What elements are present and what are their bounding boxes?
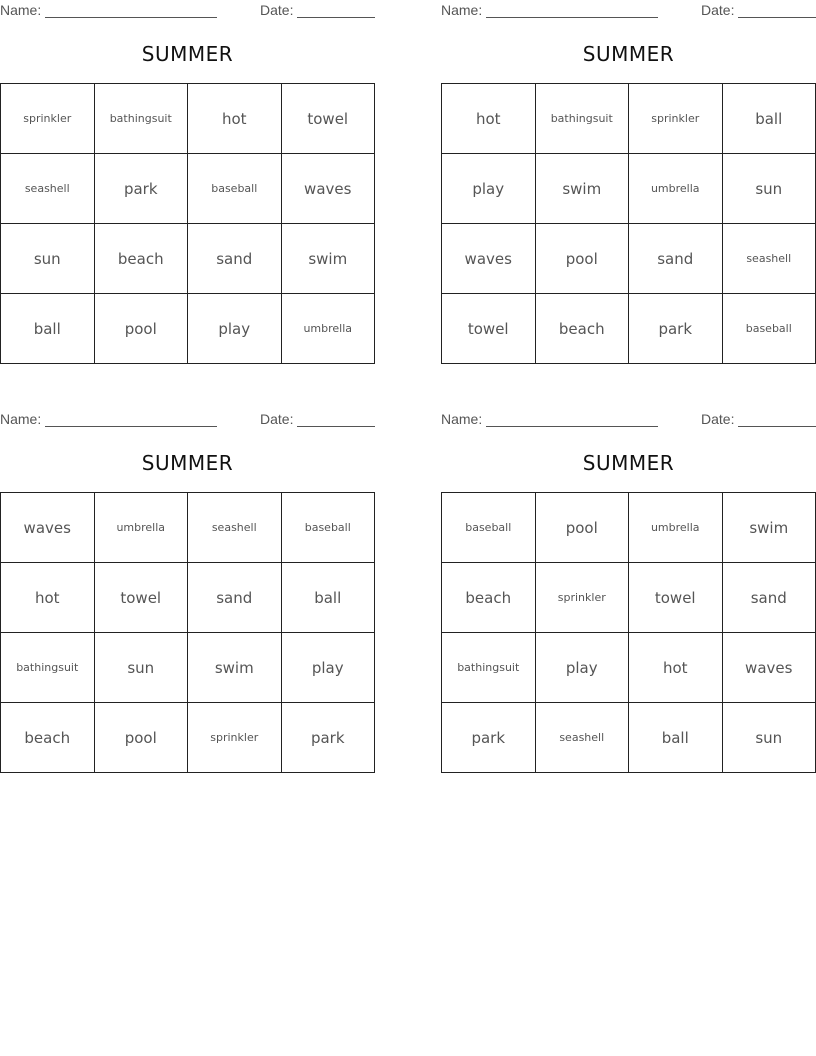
- bingo-cell: bathingsuit: [536, 84, 630, 154]
- bingo-grid: [441, 492, 816, 773]
- bingo-cell: bathingsuit: [95, 84, 189, 154]
- bingo-cell: park: [442, 703, 536, 773]
- name-label: Name:: [0, 2, 42, 18]
- bingo-card: [0, 0, 375, 364]
- bingo-cell: beach: [536, 294, 630, 364]
- bingo-cell: baseball: [282, 493, 376, 563]
- date-blank-line: [738, 2, 816, 18]
- bingo-cell: umbrella: [629, 493, 723, 563]
- bingo-cell: swim: [536, 154, 630, 224]
- bingo-cell: hot: [442, 84, 536, 154]
- name-date-header: [441, 411, 816, 429]
- date-label: Date:: [701, 2, 735, 18]
- card-title: SUMMER: [582, 451, 675, 475]
- bingo-card: [441, 0, 816, 364]
- bingo-cell: ball: [1, 294, 95, 364]
- bingo-cell: waves: [1, 493, 95, 563]
- bingo-cell: play: [536, 633, 630, 703]
- bingo-cell: sprinkler: [1, 84, 95, 154]
- bingo-cell: park: [282, 703, 376, 773]
- card-title: SUMMER: [582, 42, 675, 66]
- bingo-cell: bathingsuit: [442, 633, 536, 703]
- name-label: Name:: [441, 2, 483, 18]
- bingo-cell: seashell: [723, 224, 816, 294]
- name-date-header: [441, 2, 816, 20]
- name-blank-line: [486, 411, 658, 427]
- bingo-cell: bathingsuit: [1, 633, 95, 703]
- bingo-cell: umbrella: [282, 294, 376, 364]
- bingo-cell: waves: [282, 154, 376, 224]
- bingo-cell: ball: [723, 84, 816, 154]
- bingo-cell: pool: [95, 703, 189, 773]
- bingo-cell: ball: [629, 703, 723, 773]
- bingo-cell: beach: [1, 703, 95, 773]
- bingo-cell: sand: [629, 224, 723, 294]
- bingo-cell: hot: [188, 84, 282, 154]
- bingo-cell: seashell: [536, 703, 630, 773]
- bingo-cell: sun: [723, 154, 816, 224]
- bingo-cell: sand: [723, 563, 816, 633]
- bingo-cell: park: [95, 154, 189, 224]
- bingo-cell: play: [188, 294, 282, 364]
- bingo-cell: waves: [723, 633, 816, 703]
- bingo-cell: baseball: [188, 154, 282, 224]
- bingo-cell: sun: [95, 633, 189, 703]
- name-date-header: [0, 411, 375, 429]
- bingo-cell: swim: [723, 493, 816, 563]
- date-label: Date:: [701, 411, 735, 427]
- name-date-header: [0, 2, 375, 20]
- name-blank-line: [45, 2, 217, 18]
- bingo-cell: hot: [1, 563, 95, 633]
- name-label: Name:: [441, 411, 483, 427]
- bingo-cell: beach: [95, 224, 189, 294]
- bingo-cell: swim: [188, 633, 282, 703]
- bingo-cell: umbrella: [629, 154, 723, 224]
- bingo-cell: sand: [188, 563, 282, 633]
- bingo-cell: pool: [536, 493, 630, 563]
- bingo-grid: [0, 492, 375, 773]
- bingo-cell: pool: [536, 224, 630, 294]
- bingo-cell: towel: [95, 563, 189, 633]
- bingo-cell: seashell: [188, 493, 282, 563]
- bingo-cell: sprinkler: [188, 703, 282, 773]
- date-blank-line: [297, 411, 375, 427]
- bingo-cell: sprinkler: [536, 563, 630, 633]
- bingo-cell: beach: [442, 563, 536, 633]
- bingo-cell: pool: [95, 294, 189, 364]
- bingo-card: [0, 409, 375, 773]
- bingo-cell: sprinkler: [629, 84, 723, 154]
- card-title: SUMMER: [141, 451, 234, 475]
- bingo-cell: towel: [442, 294, 536, 364]
- date-blank-line: [738, 411, 816, 427]
- bingo-cell: ball: [282, 563, 376, 633]
- name-label: Name:: [0, 411, 42, 427]
- card-title: SUMMER: [141, 42, 234, 66]
- bingo-cell: swim: [282, 224, 376, 294]
- name-blank-line: [486, 2, 658, 18]
- bingo-cell: waves: [442, 224, 536, 294]
- bingo-cell: umbrella: [95, 493, 189, 563]
- bingo-cell: sand: [188, 224, 282, 294]
- date-blank-line: [297, 2, 375, 18]
- bingo-cell: seashell: [1, 154, 95, 224]
- bingo-card: [441, 409, 816, 773]
- bingo-cell: play: [442, 154, 536, 224]
- bingo-cell: towel: [629, 563, 723, 633]
- bingo-cell: sun: [723, 703, 816, 773]
- bingo-cell: sun: [1, 224, 95, 294]
- bingo-cell: park: [629, 294, 723, 364]
- bingo-cell: play: [282, 633, 376, 703]
- date-label: Date:: [260, 2, 294, 18]
- bingo-cell: baseball: [442, 493, 536, 563]
- bingo-grid: [0, 83, 375, 364]
- name-blank-line: [45, 411, 217, 427]
- bingo-cell: towel: [282, 84, 376, 154]
- date-label: Date:: [260, 411, 294, 427]
- bingo-grid: [441, 83, 816, 364]
- bingo-cell: hot: [629, 633, 723, 703]
- bingo-cell: baseball: [723, 294, 816, 364]
